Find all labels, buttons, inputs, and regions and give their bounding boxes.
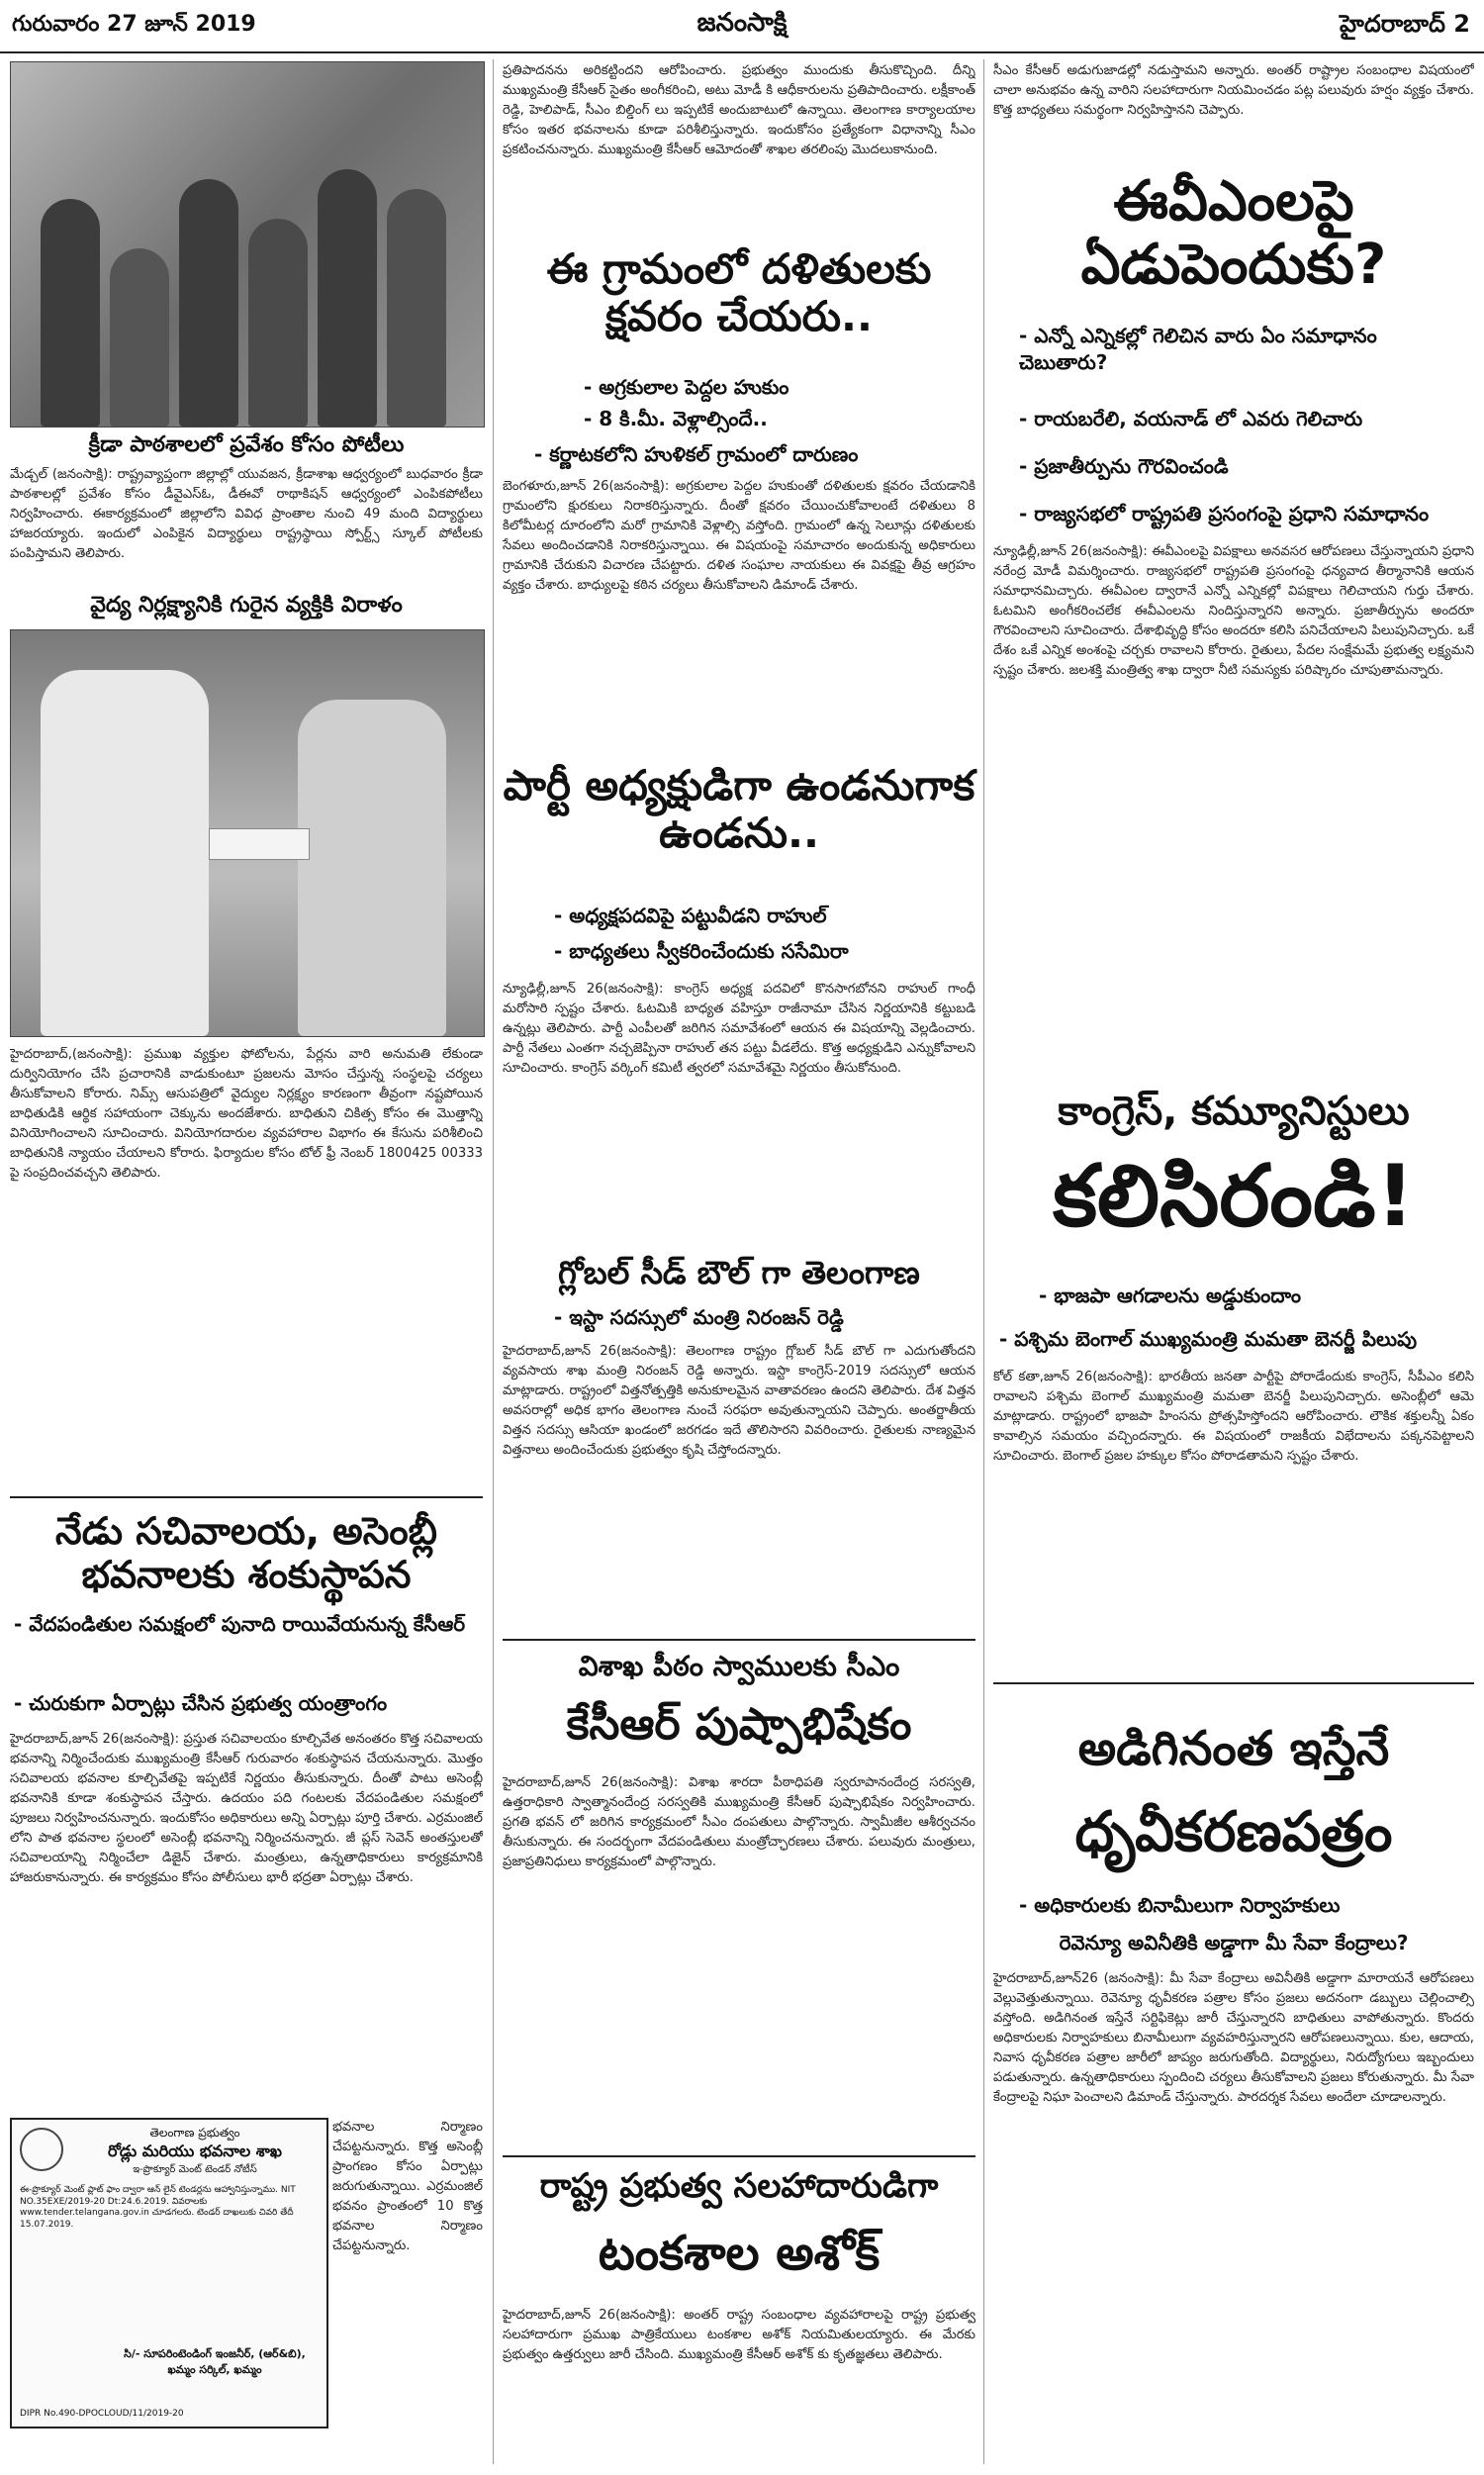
dalit-sub1: - అగ్రకులాల పెద్దల హుకుం [584, 375, 789, 399]
col3-top-body: సీఎం కేసీఆర్ అడుగుజాడల్లో నడుస్తామని అన్నారు. అంతర్ రాష్ట్రాల సంబంధాల విషయంలో చాలా అనుభవం ఉన్న వారిని సలహాదారుగా నియమించడం పట్ల పలువురు హర్షం వ్యక్తం చేశారు. కొత్త బాధ్యతలు సమర్థంగా నిర్వహిస్తానని చెప్పారు. [993, 63, 1474, 119]
ashok-headline1: రాష్ట్ర ప్రభుత్వ సలహాదారుడిగా [539, 2166, 939, 2206]
patta-body: హైదరాబాద్,జూన్26 (జనంసాక్షి): మీ సేవా కేంద్రాలు అవినీతికి అడ్డాగా మారాయనే ఆరోపణలు వెల్లువెత్తుతున్నాయి. రెవెన్యూ ధృవీకరణ పత్రాల కోసం ప్రజలు అదనంగా డబ్బులు చెల్లించాల్సి వస్తోంది. అడిగినంత ఇస్తేనే సర్టిఫికెట్లు జారీ చేస్తున్నారని బాధితులు వాపోతున్నారు. కొందరు అధికారులకు నిర్వాహకులు బినామీలుగా వ్యవహరిస్తున్నారని ఆరోపణలున్నాయి. కుల, ఆదాయ, నివాస ధృవీకరణ పత్రాల జారీలో జాప్యం జరుగుతోంది. విద్యార్థులు, నిరుద్యోగులు ఇబ్బందులు పడుతున్నారు. ఉన్నతాధికారులు స్పందించి చర్యలు తీసుకోవాలని ప్రజలు కోరుతున్నారు. మీ సేవా కేంద్రాలపై నిఘా పెంచాలని డిమాండ్ చేస్తున్నారు. పారదర్శక సేవలు అందేలా చూడాలన్నారు. [993, 1971, 1474, 2106]
unite-sub1: - భాజపా ఆగడాలను అడ్డుకుందాం [1039, 1284, 1301, 1307]
party-sub1: - అధ్యక్షపదవిపై పట్టువీడని రాహుల్ [554, 904, 827, 927]
unite-headline2: కలిసిరండి! [1053, 1147, 1415, 1246]
ad-govt: తెలంగాణ ప్రభుత్వం [149, 2126, 240, 2140]
dalit-body: బెంగళూరు,జూన్ 26(జనంసాక్షి): అగ్రకులాల పెద్దల హుకుంతో దళితులకు క్షవరం చేయడానికి గ్రామంలోని క్షురకులు నిరాకరిస్తున్నారు. దీంతో క్షవరం చేయించుకోవాలంటే దళితులు 8 కిలోమీటర్ల దూరంలోని మరో గ్రామానికి వెళ్లాల్సి వస్తోంది. గ్రామంలో ఉన్న సెలూన్లు దళితులకు సేవలు అందించడానికి నిరాకరిస్తున్నాయి. ఈ విషయంపై సమాచారం అందుకున్న అధికారులు గ్రామానికి చేరుకుని విచారణ చేపట్టారు. దళిత సంఘాల నాయకులు ఈ వివక్షపై తీవ్ర ఆగ్రహం వ్యక్తం చేశారు. బాధ్యులపై కఠిన చర్యలు తీసుకోవాలని డిమాండ్ చేశారు. [503, 479, 975, 594]
ad-notice: ఈ-ప్రొక్యూర్ మెంట్ ప్లాట్ ఫాం ద్వారా ఆన్ లైన్ టెండర్లను ఆహ్వానిస్తున్నాము. NIT NO.35EXE/2019-20 Dt:24.6.2019. వివరాలకు www.tender.telangana.gov.in చూడగలరు. టెండర్ దాఖలుకు చివరి తేదీ 15.07.2019. [20, 2185, 296, 2231]
city-name: హైదరాబాద్ [1340, 10, 1445, 38]
issue-date: గురువారం 27 జూన్ 2019 [12, 12, 256, 37]
ashok-headline2: టంకశాల అశోక్ [598, 2226, 881, 2281]
unite-sub2: - పశ్చిమ బెంగాల్ ముఖ్యమంత్రి మమతా బెనర్జీ పిలుపు [999, 1327, 1418, 1351]
patta-headline2: ధృవీకరణపత్రం [1074, 1800, 1393, 1864]
section-rule [503, 2155, 975, 2157]
col2-top-body: ప్రతిపాదనను అరికట్టిందని ఆరోపించారు. ప్రభుత్వం ముందుకు తీసుకొచ్చింది. దీన్ని ముఖ్యమంత్రి కేసీఆర్ సైతం అంగీకరించి, అటు మోడీ కి ఆధీకారులను ప్రతిపాదించారు. లక్షీకాంత్ రెడ్డి, హెలిపాడ్, సీఎం బిల్డింగ్ లు ఇప్పటికే అందుబాటులో ఉన్నాయి. తెలంగాణ కార్యాలయాల కోసం ఇతర భవనాలను కూడా పరిశీలిస్తున్నారు. ఇందుకోసం ప్రత్యేకంగా విధానాన్ని సీఎం ప్రకటించనున్నారు. ముఖ్యమంత్రి కేసీఆర్ ఆమోదంతో శాఖల తరలింపు మొదలుకానుంది. [503, 63, 975, 158]
section-rule [993, 1682, 1474, 1684]
dalit-sub3: - కర్ణాటకలోని హుళికల్ గ్రామంలో దారుణం [534, 442, 859, 466]
sports-body: మేడ్చల్ (జనంసాక్షి): రాష్ట్రవ్యాప్తంగా జిల్లాల్లో యువజన, క్రీడాశాఖ ఆధ్వర్యంలో బుధవారం క్రీడా పాఠశాలల్లో ప్రవేశం కోసం డీవైఎస్ఓ, డీఈవో రాథాకిషన్ ఆధ్వర్యంలో ఎంపికపోటీలు నిర్వహించారు. ఈకార్యక్రమంలో జిల్లాలోని వివిధ ప్రాంతాల నుంచి 49 మంది విద్యార్థులు హాజరయ్యారు. ఇందులో ఎంపికైన విద్యార్థులు రాష్ట్రస్థాయి స్పోర్ట్స్ స్కూల్ పోటీలకు పంపిస్తామని తెలిపారు. [10, 467, 483, 562]
unite-body: కోల్ కతా,జూన్ 26(జనంసాక్షి): భారతీయ జనతా పార్టీపై పోరాడేందుకు కాంగ్రెస్, సీపీఎం కలిసి రావాలని పశ్చిమ బెంగాల్ ముఖ్యమంత్రి మమతా బెనర్జీ పిలుపునిచ్చారు. అసెంబ్లీలో ఆమె మాట్లాడారు. రాష్ట్రంలో భాజపా హింసను ప్రోత్సహిస్తోందని ఆరోపించారు. లౌకిక శక్తులన్నీ ఏకం కావాల్సిన సమయం వచ్చిందన్నారు. ఈ విషయంలో రాజకీయ విభేదాలను పక్కనపెట్టాలని సూచించారు. బెంగాల్ ప్రజల హక్కుల కోసం పోరాడతామని స్పష్టం చేశారు. [993, 1370, 1474, 1465]
patta-headline1: అడిగినంత ఇస్తేనే [1077, 1721, 1390, 1776]
page-number: 2 [1453, 10, 1470, 38]
ad-side-text: భవనాల నిర్మాణం చేపట్టనున్నారు. కొత్త అసెంబ్లీ ప్రాంగణం కోసం ఏర్పాట్లు జరుగుతున్నాయి. ఎర్రమంజిల్ భవనం ప్రాంతంలో 10 కొత్త భవనాల నిర్మాణం చేపట్టనున్నారు. [332, 2120, 483, 2254]
visakha-headline2: కేసీఆర్ పుష్పాభిషేకం [566, 1699, 912, 1750]
medical-caption: వైద్య నిర్లక్ష్యానికి గురైన వ్యక్తికి విరాళం [90, 593, 403, 618]
evm-headline: ఈవీఎంలపై ఏడుపెందుకు? [1080, 169, 1387, 298]
column-divider [493, 59, 494, 2464]
patta-sub: - అధికారులకు బినామీలుగా నిర్వాహకులు [1019, 1893, 1341, 1917]
edition-city [1340, 10, 1470, 44]
govt-seal-icon [20, 2128, 63, 2171]
ad-dept: రోడ్లు మరియు భవనాల శాఖ [108, 2142, 282, 2160]
assembly-sub2: - చురుకుగా ఏర్పాట్లు చేసిన ప్రభుత్వ యంత్రాంగం [14, 1691, 388, 1715]
evm-sub3: - ప్రజాతీర్పును గౌరవించండి [1019, 454, 1229, 478]
evm-sub4: - రాజ్యసభలో రాష్ట్రపతి ప్రసంగంపై ప్రధాని సమాధానం [1019, 502, 1430, 525]
sports-caption: క్రీడా పాఠశాలలో ప్రవేశం కోసం పోటీలు [88, 432, 405, 457]
dalit-headline: ఈ గ్రామంలో దళితులకు క్షవరం చేయరు.. [546, 244, 932, 341]
masthead: జనంసాక్షి [696, 8, 788, 38]
patta-question: రెవెన్యూ అవినీతికి అడ్డాగా మీ సేవా కేంద్రాలు? [1059, 1931, 1409, 1954]
column-divider [983, 59, 984, 2464]
donation-photo [10, 629, 485, 1037]
assembly-sub1: - వేదపండితుల సమక్షంలో పునాది రాయివేయనున్న కేసీఆర్ [14, 1612, 466, 1636]
assembly-body: హైదరాబాద్,జూన్ 26(జనంసాక్షి): ప్రస్తుత సచివాలయం కూల్చివేత అనంతరం కొత్త సచివాలయ భవనాన్ని నిర్మించేందుకు ముఖ్యమంత్రి కేసీఆర్ గురువారం శంకుస్థాపన చేయనున్నారు. మొత్తం సచివాలయ భవనాల కూల్చివేతపై ఇప్పటికే నిర్ణయం తీసుకున్నారు. దీంతో పాటు అసెంబ్లీ భవనానికి కూడా శంకుస్థాపన చేస్తారు. ఉదయం పది గంటలకు వేదపండితుల సమక్షంలో పూజలు నిర్వహించనున్నారు. ఇందుకోసం అధికారులు అన్ని ఏర్పాట్లు పూర్తి చేశారు. ఎర్రమంజిల్ లోని పాత భవనాల స్థలంలో అసెంబ్లీ భవనాన్ని నిర్మించనున్నారు. జీ ప్లస్ సెవెన్ అంతస్తులతో సచివాలయాన్ని నిర్మించేలా డిజైన్ చేశారు. మంత్రులు, ఉన్నతాధికారులు కార్యక్రమానికి హాజరుకానున్నారు. ఈ కార్యక్రమం కోసం పోలీసులు భారీ భద్రతా ఏర్పాట్లు చేశారు. [10, 1732, 483, 1886]
seed-headline: గ్లోబల్ సీడ్ బౌల్ గా తెలంగాణ [558, 1254, 920, 1291]
dalit-sub2: - 8 కి.మీ. వెళ్లాల్సిందే.. [584, 407, 768, 430]
assembly-headline: నేడు సచివాలయ, అసెంబ్లీ భవనాలకు శంకుస్థాపన [55, 1509, 437, 1596]
unite-headline1: కాంగ్రెస్, కమ్యూనిస్టులు [1058, 1089, 1410, 1134]
ad-dipr: DIPR No.490-DPOCLOUD/11/2019-20 [20, 2409, 184, 2419]
evm-sub2: - రాయబరేలి, వయనాడ్ లో ఎవరు గెలిచారు [1019, 407, 1363, 430]
medical-body: హైదరాబాద్,(జనంసాక్షి): ప్రముఖ వ్యక్తుల ఫోటోలను, పేర్లను వారి అనుమతి లేకుండా దుర్వినియోగం చేసి ప్రచారానికి వాడుకుంటూ ప్రజలను మోసం చేస్తున్న సంస్థలపై చర్యలు తీసుకోవాలని కోరారు. నిమ్స్ ఆసుపత్రిలో వైద్యుల నిర్లక్ష్యం కారణంగా తీవ్రంగా నష్టపోయిన బాధితుడికి ఆర్థిక సహాయంగా చెక్కును అందజేశారు. బాధితుని చికిత్స కోసం ఈ మొత్తాన్ని వినియోగించాలని సూచించారు. వినియోగదారుల వ్యవహారాల విభాగం ఈ కేసును పరిశీలించి బాధితునికి న్యాయం చేయాలని కోరారు. ఫిర్యాదుల కోసం టోల్ ఫ్రీ నెంబర్ 1800425 00333 పై సంప్రదించవచ్చని తెలిపారు. [10, 1047, 483, 1182]
ad-sub: ఇ-ప్రొక్యూర్ మెంట్ టెండర్ నోటీస్ [133, 2164, 257, 2175]
visakha-body: హైదరాబాద్,జూన్ 26(జనంసాక్షి): విశాఖ శారదా పీఠాధిపతి స్వరూపానందేంద్ర సరస్వతి, ఉత్తరాధికారి స్వాత్మానందేంద్ర సరస్వతికి ముఖ్యమంత్రి కేసీఆర్ పుష్పాభిషేకం నిర్వహించారు. ప్రగతి భవన్ లో జరిగిన కార్యక్రమంలో సీఎం దంపతులు పాల్గొన్నారు. స్వామీజీల ఆశీర్వచనం తీసుకున్నారు. ఈ సందర్భంగా వేదపండితులు మంత్రోచ్ఛారణలు చేశారు. పలువురు మంత్రులు, ప్రజాప్రతినిధులు కార్యక్రమంలో పాల్గొన్నారు. [503, 1775, 975, 1870]
evm-body: న్యూఢిల్లీ,జూన్ 26(జనంసాక్షి): ఈవీఎంలపై విపక్షాలు అనవసర ఆరోపణలు చేస్తున్నాయని ప్రధాని నరేంద్ర మోడీ విమర్శించారు. రాజ్యసభలో రాష్ట్రపతి ప్రసంగంపై ధన్యవాద తీర్మానానికి ఆయన సమాధానమిచ్చారు. ఈవీఎంల ద్వారానే ఎన్నో ఎన్నికల్లో విపక్షాలు గెలిచాయని గుర్తు చేశారు. ఓటమిని అంగీకరించలేక ఈవీఎంలను నిందిస్తున్నారని అన్నారు. ప్రజాతీర్పును అందరూ గౌరవించాలని సూచించారు. దేశాభివృద్ధి కోసం అందరూ కలిసి పనిచేయాలని పిలుపునిచ్చారు. ఒకే దేశం ఒకే ఎన్నిక అంశంపై చర్చకు రావాలని కోరారు. రైతులు, పేదల సంక్షేమమే ప్రభుత్వ లక్ష్యమని స్పష్టం చేశారు. జలశక్తి మంత్రిత్వ శాఖ ద్వారా నీటి సమస్యకు పరిష్కారం చూపుతామన్నారు. [993, 544, 1474, 679]
sports-photo [10, 61, 485, 428]
party-headline: పార్టీ అధ్యక్షుడిగా ఉండనుగాక ఉండను.. [503, 761, 975, 858]
page-header [0, 0, 1484, 53]
seed-sub: - ఇస్టా సదస్సులో మంత్రి నిరంజన్ రెడ్డి [554, 1305, 844, 1329]
ad-signature: సి/- సూపరింటెండింగ్ ఇంజనీర్, (ఆర్&బి), ఖమ్మం సర్కిల్, ఖమ్మం [124, 2347, 306, 2376]
section-rule [10, 1496, 483, 1498]
party-sub2: - బాధ్యతలు స్వీకరించేందుకు ససేమిరా [554, 939, 849, 963]
seed-body: హైదరాబాద్,జూన్ 26(జనంసాక్షి): తెలంగాణ రాష్ట్రం గ్లోబల్ సీడ్ బౌల్ గా ఎదుగుతోందని వ్యవసాయ శాఖ మంత్రి నిరంజన్ రెడ్డి అన్నారు. ఇస్టా కాంగ్రెస్-2019 సదస్సులో ఆయన మాట్లాడారు. రాష్ట్రంలో విత్తనోత్పత్తికి అనుకూలమైన వాతావరణం ఉందని తెలిపారు. దేశ విత్తన అవసరాల్లో అధిక భాగం తెలంగాణ నుంచే సరఫరా అవుతున్నాయని చెప్పారు. అంతర్జాతీయ విత్తన సదస్సు ఆసియా ఖండంలో జరగడం ఇదే తొలిసారని వివరించారు. రైతులకు నాణ్యమైన విత్తనాలు అందించేందుకు ప్రభుత్వం కృషి చేస్తోందన్నారు. [503, 1344, 975, 1459]
party-body: న్యూఢిల్లీ,జూన్ 26(జనంసాక్షి): కాంగ్రెస్ అధ్యక్ష పదవిలో కొనసాగబోనని రాహుల్ గాంధీ మరోసారి స్పష్టం చేశారు. ఓటమికి బాధ్యత వహిస్తూ రాజీనామా చేసిన నిర్ణయానికి కట్టుబడి ఉన్నట్లు తెలిపారు. పార్టీ ఎంపీలతో జరిగిన సమావేశంలో ఆయన ఈ విషయాన్ని వెల్లడించారు. పార్టీ నేతలు ఎంతగా నచ్చజెప్పినా రాహుల్ తన పట్టు వీడలేదు. కొత్త అధ్యక్షుడిని ఎన్నుకోవాలని సూచించారు. కాంగ్రెస్ వర్కింగ్ కమిటీ త్వరలో సమావేశమై నిర్ణయం తీసుకోనుంది. [503, 982, 975, 1077]
ashok-body: హైదరాబాద్,జూన్ 26(జనంసాక్షి): అంతర్ రాష్ట్ర సంబంధాల వ్యవహారాలపై రాష్ట్ర ప్రభుత్వ సలహాదారుగా ప్రముఖ పాత్రికేయులు టంకశాల అశోక్ నియమితులయ్యారు. ఈ మేరకు ప్రభుత్వం ఉత్తర్వులు జారీ చేసింది. ముఖ్యమంత్రి కేసీఆర్ అశోక్ కు కృతజ్ఞతలు తెలిపారు. [503, 2308, 975, 2363]
evm-sub1: - ఎన్నో ఎన్నికల్లో గెలిచిన వారు ఏం సమాధానం చెబుతారు? [1019, 324, 1377, 374]
tender-ad [10, 2118, 328, 2428]
visakha-headline1: విశాఖ పీఠం స్వాములకు సీఎం [578, 1650, 900, 1682]
section-rule [503, 1639, 975, 1641]
